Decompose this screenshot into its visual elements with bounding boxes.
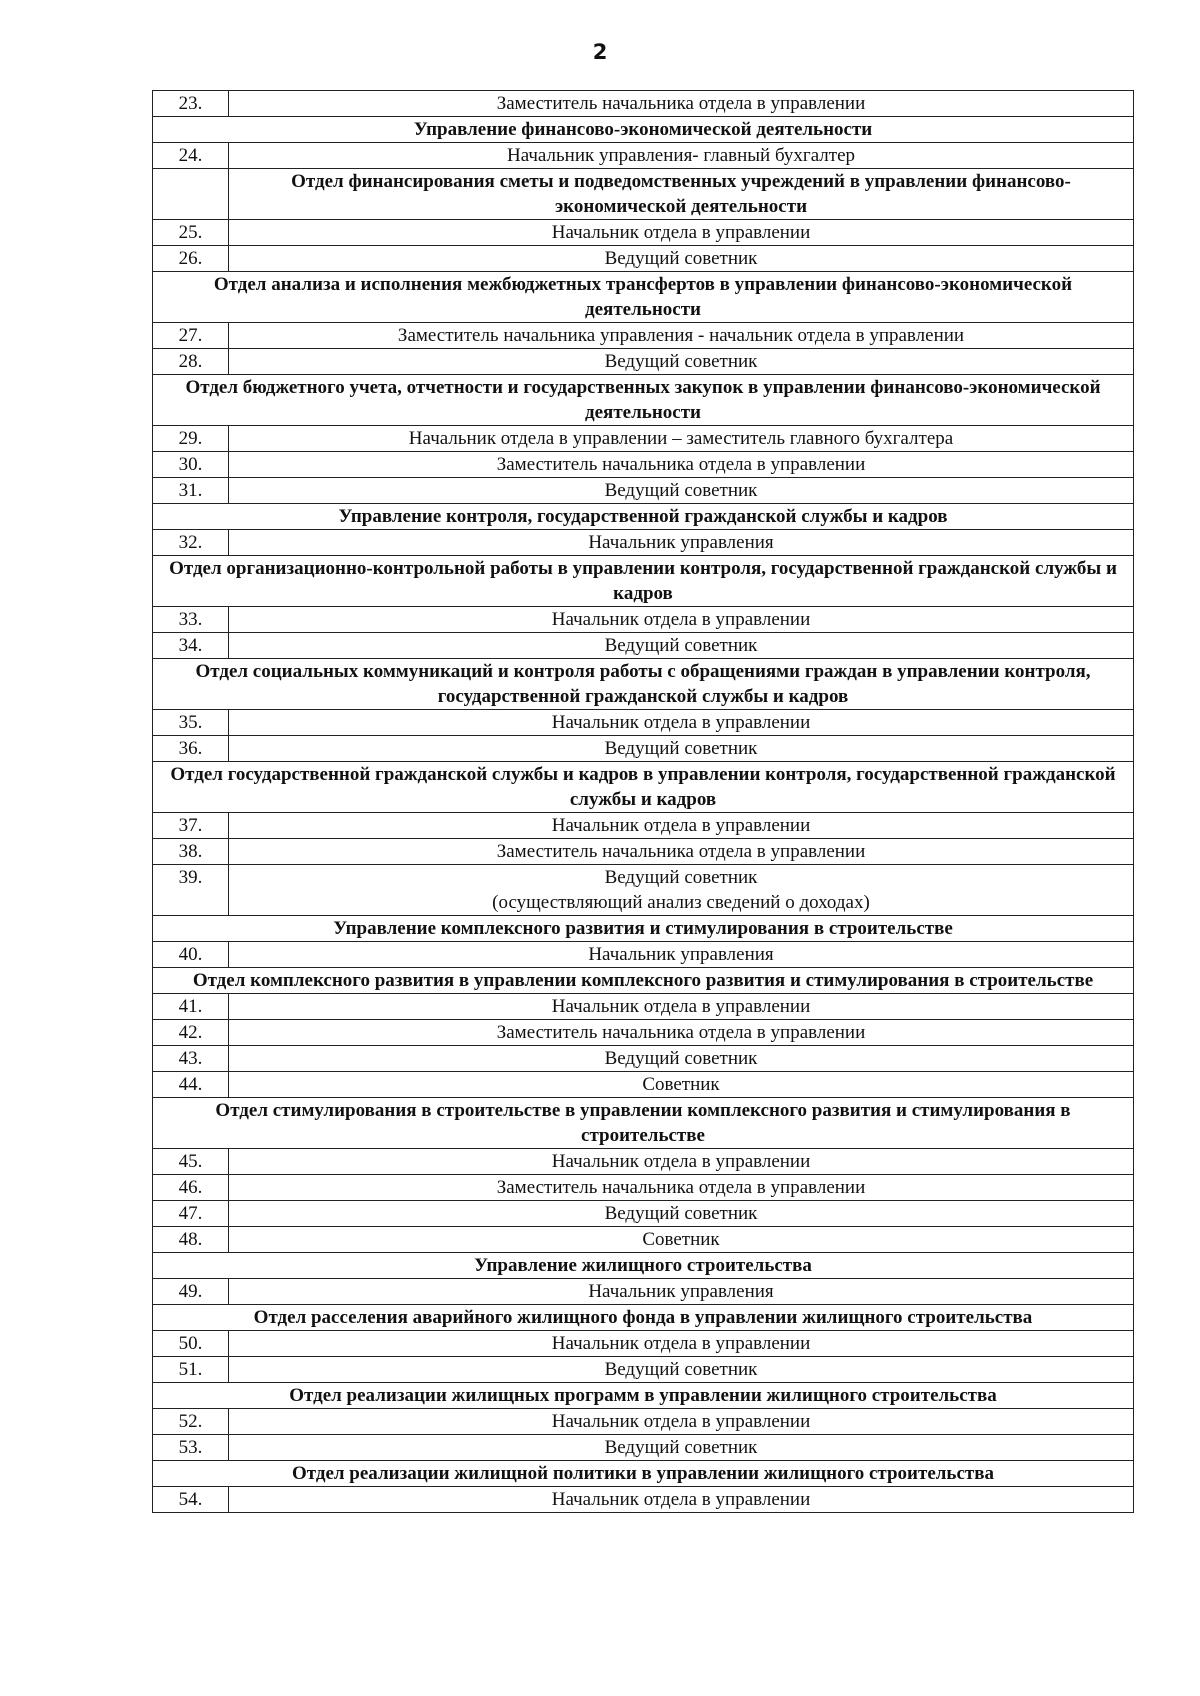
position-title-cell	[229, 994, 1134, 1020]
section-title: Отдел расселения аварийного жилищного фонда в управлении жилищного строительства	[153, 1305, 1134, 1331]
position-row	[153, 994, 1134, 1020]
position-row	[153, 1175, 1134, 1201]
section-title: Отдел стимулирования в строительстве в управлении комплексного развития и стимулирования в строительстве	[153, 1098, 1134, 1149]
section-header-row	[153, 117, 1134, 143]
section-title: Отдел социальных коммуникаций и контроля работы с обращениями граждан в управлении контроля, государственной гражданской службы и кадров	[153, 659, 1134, 710]
position-number: 37.	[153, 813, 229, 839]
position-number: 35.	[153, 710, 229, 736]
position-title-cell	[229, 1435, 1134, 1461]
position-row	[153, 710, 1134, 736]
position-title: Ведущий советник	[604, 1048, 758, 1069]
position-title-cell	[229, 1046, 1134, 1072]
section-header-row	[153, 1305, 1134, 1331]
section-title: Отдел анализа и исполнения межбюджетных трансфертов в управлении финансово-экономической деятельности	[153, 272, 1134, 323]
position-title-cell	[229, 478, 1134, 504]
section-title: Отдел бюджетного учета, отчетности и государственных закупок в управлении финансово-экономической деятельности	[153, 375, 1134, 426]
position-number: 31.	[153, 478, 229, 504]
position-title: Начальник управления	[588, 1281, 774, 1302]
position-row	[153, 143, 1134, 169]
position-row	[153, 1149, 1134, 1175]
position-title: Заместитель начальника отдела в управлении	[496, 1177, 866, 1198]
position-number: 23.	[153, 91, 229, 117]
position-row	[153, 1357, 1134, 1383]
position-number: 52.	[153, 1409, 229, 1435]
position-row	[153, 607, 1134, 633]
position-row	[153, 1409, 1134, 1435]
position-row	[153, 1331, 1134, 1357]
position-title: Начальник отдела в управлении	[551, 1411, 811, 1432]
position-row	[153, 1279, 1134, 1305]
section-title: Управление комплексного развития и стимулирования в строительстве	[153, 916, 1134, 942]
position-row	[153, 839, 1134, 865]
position-title: Начальник управления	[588, 944, 774, 965]
position-row	[153, 323, 1134, 349]
position-number: 40.	[153, 942, 229, 968]
position-title: Ведущий советник	[604, 1203, 758, 1224]
position-title: Начальник отдела в управлении – заместитель главного бухгалтера	[408, 428, 954, 449]
position-number: 34.	[153, 633, 229, 659]
position-number: 36.	[153, 736, 229, 762]
position-row	[153, 1227, 1134, 1253]
position-row	[153, 1201, 1134, 1227]
position-title-cell	[229, 1279, 1134, 1305]
position-title-cell	[229, 1487, 1134, 1513]
position-title: Заместитель начальника отдела в управлении	[496, 454, 866, 475]
position-title-cell	[229, 1175, 1134, 1201]
position-title-cell	[229, 1201, 1134, 1227]
position-number: 41.	[153, 994, 229, 1020]
section-title: Отдел организационно-контрольной работы в управлении контроля, государственной гражданской службы и кадров	[153, 556, 1134, 607]
position-title-cell	[229, 91, 1134, 117]
position-title: Начальник отдела в управлении	[551, 1489, 811, 1510]
position-title: Начальник отдела в управлении	[551, 712, 811, 733]
position-number: 28.	[153, 349, 229, 375]
position-number: 29.	[153, 426, 229, 452]
section-header-row	[153, 556, 1134, 607]
position-row	[153, 1046, 1134, 1072]
section-title: Отдел государственной гражданской службы и кадров в управлении контроля, государственной гражданской службы и кадров	[153, 762, 1134, 813]
position-number: 45.	[153, 1149, 229, 1175]
section-header-row	[153, 1098, 1134, 1149]
position-row	[153, 426, 1134, 452]
section-header-row	[153, 169, 1134, 220]
position-row	[153, 813, 1134, 839]
position-title-cell	[229, 220, 1134, 246]
position-title-cell	[229, 607, 1134, 633]
position-number: 43.	[153, 1046, 229, 1072]
section-title: Отдел финансирования сметы и подведомственных учреждений в управлении финансово-экономической деятельности	[229, 169, 1134, 220]
position-number: 38.	[153, 839, 229, 865]
position-row	[153, 220, 1134, 246]
position-row	[153, 1072, 1134, 1098]
position-title: Начальник отдела в управлении	[551, 609, 811, 630]
section-header-row	[153, 762, 1134, 813]
position-title: Ведущий советник	[604, 738, 758, 759]
position-number: 27.	[153, 323, 229, 349]
position-number: 53.	[153, 1435, 229, 1461]
position-title: Ведущий советник	[604, 867, 758, 888]
position-row	[153, 246, 1134, 272]
position-title: Советник	[642, 1074, 720, 1095]
position-title: Начальник отдела в управлении	[551, 815, 811, 836]
section-title: Отдел реализации жилищной политики в управлении жилищного строительства	[153, 1461, 1134, 1487]
section-header-row	[153, 968, 1134, 994]
position-title: Начальник отдела в управлении	[551, 222, 811, 243]
position-title: Ведущий советник	[604, 351, 758, 372]
position-title-cell	[229, 1149, 1134, 1175]
section-header-row	[153, 375, 1134, 426]
position-title-cell	[229, 736, 1134, 762]
position-number: 24.	[153, 143, 229, 169]
position-number: 46.	[153, 1175, 229, 1201]
position-title: Ведущий советник	[604, 635, 758, 656]
position-title-cell	[229, 1357, 1134, 1383]
position-title-cell	[229, 1072, 1134, 1098]
position-title: Ведущий советник	[604, 1437, 758, 1458]
position-title: Заместитель начальника отдела в управлении	[496, 1022, 866, 1043]
position-title-cell	[229, 1020, 1134, 1046]
position-title-cell	[229, 452, 1134, 478]
position-title: Заместитель начальника отдела в управлении	[496, 93, 866, 114]
section-title: Отдел комплексного развития в управлении комплексного развития и стимулирования в строительстве	[153, 968, 1134, 994]
position-row	[153, 942, 1134, 968]
position-title-cell	[229, 246, 1134, 272]
position-title: Заместитель начальника отдела в управлении	[496, 841, 866, 862]
position-number: 25.	[153, 220, 229, 246]
position-title-cell	[229, 865, 1134, 916]
position-title: Советник	[642, 1229, 720, 1250]
position-title-cell	[229, 839, 1134, 865]
position-row	[153, 91, 1134, 117]
section-title: Управление контроля, государственной гражданской службы и кадров	[153, 504, 1134, 530]
position-title-cell	[229, 1227, 1134, 1253]
section-header-row	[153, 1383, 1134, 1409]
position-row	[153, 633, 1134, 659]
section-header-row	[153, 916, 1134, 942]
section-header-row	[153, 659, 1134, 710]
position-row	[153, 1435, 1134, 1461]
position-number: 30.	[153, 452, 229, 478]
position-title: Начальник управления	[588, 532, 774, 553]
position-title: Ведущий советник	[604, 480, 758, 501]
position-row	[153, 865, 1134, 916]
section-title: Отдел реализации жилищных программ в управлении жилищного строительства	[153, 1383, 1134, 1409]
position-title-cell	[229, 813, 1134, 839]
position-title-cell	[229, 426, 1134, 452]
section-title: Управление жилищного строительства	[153, 1253, 1134, 1279]
position-title-cell	[229, 143, 1134, 169]
position-title-cell	[229, 349, 1134, 375]
position-title: Ведущий советник	[604, 248, 758, 269]
position-number: 32.	[153, 530, 229, 556]
position-number: 26.	[153, 246, 229, 272]
position-number: 49.	[153, 1279, 229, 1305]
positions-table	[152, 90, 1134, 1513]
section-header-row	[153, 1253, 1134, 1279]
positions-table-body	[153, 91, 1134, 1513]
position-row	[153, 530, 1134, 556]
position-title: Начальник управления- главный бухгалтер	[506, 145, 856, 166]
position-title: Ведущий советник	[604, 1359, 758, 1380]
page-number: 2	[592, 40, 608, 64]
position-title-cell	[229, 1331, 1134, 1357]
position-number: 54.	[153, 1487, 229, 1513]
section-header-row	[153, 1461, 1134, 1487]
position-number: 51.	[153, 1357, 229, 1383]
position-title-cell	[229, 633, 1134, 659]
section-header-row	[153, 272, 1134, 323]
empty-number-cell	[153, 169, 229, 220]
position-row	[153, 452, 1134, 478]
section-title: Управление финансово-экономической деятельности	[153, 117, 1134, 143]
position-title-cell	[229, 710, 1134, 736]
position-number: 50.	[153, 1331, 229, 1357]
position-row	[153, 1020, 1134, 1046]
position-number: 33.	[153, 607, 229, 633]
position-title: Начальник отдела в управлении	[551, 1151, 811, 1172]
position-title-cell	[229, 530, 1134, 556]
position-title-cell	[229, 323, 1134, 349]
position-number: 47.	[153, 1201, 229, 1227]
position-number: 39.	[153, 865, 229, 916]
position-title: Начальник отдела в управлении	[551, 1333, 811, 1354]
position-number: 44.	[153, 1072, 229, 1098]
position-number: 48.	[153, 1227, 229, 1253]
position-row	[153, 349, 1134, 375]
position-row	[153, 736, 1134, 762]
position-title-cell	[229, 942, 1134, 968]
position-row	[153, 478, 1134, 504]
position-title: Начальник отдела в управлении	[551, 996, 811, 1017]
position-title-cell	[229, 1409, 1134, 1435]
position-row	[153, 1487, 1134, 1513]
section-header-row	[153, 504, 1134, 530]
position-subtitle: (осуществляющий анализ сведений о доходах)	[492, 892, 870, 913]
position-number: 42.	[153, 1020, 229, 1046]
position-title: Заместитель начальника управления - начальник отдела в управлении	[397, 325, 965, 346]
